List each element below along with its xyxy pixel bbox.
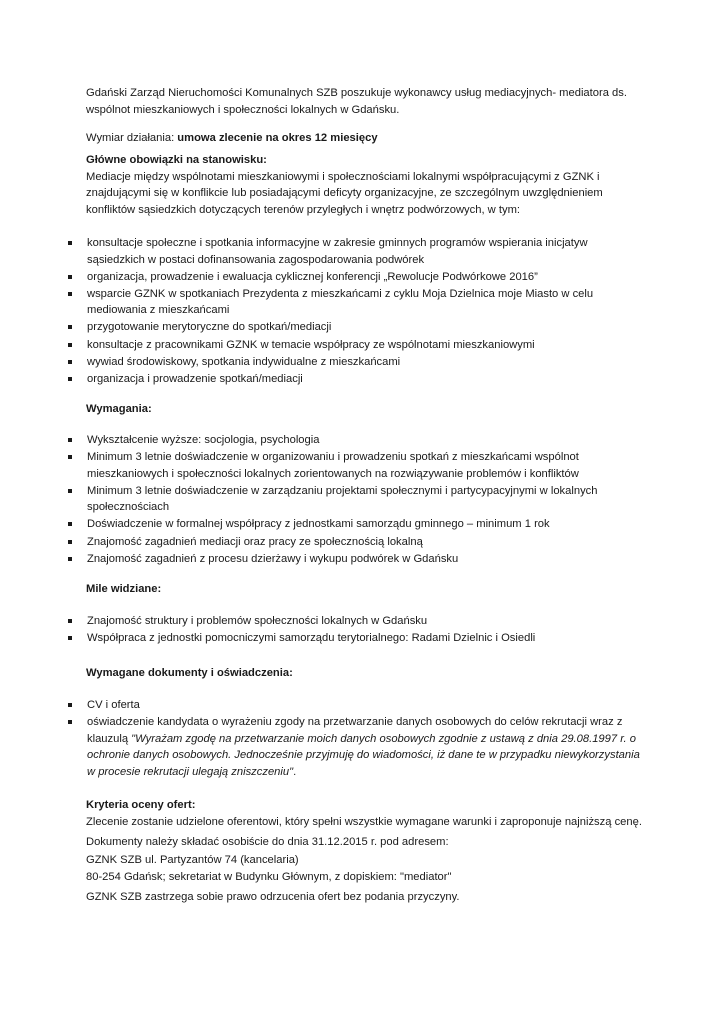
- bullet-icon: [68, 522, 72, 526]
- submission-line-1: Dokumenty należy składać osobiście do dnia 31.12.2015 r. pod adresem:: [86, 836, 449, 848]
- list-item: Znajomość struktury i problemów społeczności lokalnych w Gdańsku: [68, 613, 648, 630]
- list-item: Znajomość zagadnień z procesu dzierżawy i wykupu podwórek w Gdańsku: [68, 551, 648, 568]
- list-item: przygotowanie merytoryczne do spotkań/mediacji: [68, 319, 648, 336]
- scope-label: Wymiar działania:: [86, 132, 178, 144]
- closing-text: GZNK SZB zastrzega sobie prawo odrzucenia ofert bez podania przyczyny.: [86, 891, 460, 903]
- list-item: konsultacje społeczne i spotkania informacyjne w zakresie gminnych programów wspierania inicjatyw sąsiedzkich w postaci dofinansowania zagospodarowania podwórek: [68, 235, 648, 268]
- docs-section: [86, 665, 656, 682]
- bullet-icon: [68, 275, 72, 279]
- bullet-icon: [68, 360, 72, 364]
- list-item: Współpraca z jednostki pomocniczymi samorządu terytorialnego: Radami Dzielnic i Osiedli: [68, 630, 648, 647]
- bullet-icon: [68, 438, 72, 442]
- docs-list: [68, 697, 648, 781]
- list-item: wsparcie GZNK w spotkaniach Prezydenta z mieszkańcami z cyklu Moja Dzielnica moje Miasto w celu mediowania z mieszkańcami: [68, 286, 648, 319]
- bullet-icon: [68, 540, 72, 544]
- list-item: organizacja, prowadzenie i ewaluacja cyklicznej konferencji „Rewolucje Podwórkowe 2016”: [68, 269, 648, 286]
- list-item: organizacja i prowadzenie spotkań/mediacji: [68, 371, 648, 388]
- list-item: Doświadczenie w formalnej współpracy z jednostkami samorządu gminnego – minimum 1 rok: [68, 516, 648, 533]
- bullet-icon: [68, 377, 72, 381]
- list-item: Minimum 3 letnie doświadczenie w organizowaniu i prowadzeniu spotkań z mieszkańcami wspólnot mieszkaniowych i społeczności lokalnych zorientowanych na rozwiązywanie problemów i konfliktów: [68, 449, 648, 482]
- welcome-heading: Mile widziane:: [86, 583, 162, 595]
- bullet-icon: [68, 455, 72, 459]
- duties-section: [86, 152, 646, 218]
- scope-line: [86, 130, 656, 147]
- closing-section: [86, 889, 656, 906]
- list-item: wywiad środowiskowy, spotkania indywidualne z mieszkańcami: [68, 354, 648, 371]
- duties-heading: Główne obowiązki na stanowisku:: [86, 154, 267, 166]
- submission-section: [86, 834, 656, 887]
- welcome-section: [86, 581, 656, 598]
- intro-paragraph: Gdański Zarząd Nieruchomości Komunalnych SZB poszukuje wykonawcy usług mediacyjnych- mediatora ds. wspólnot mieszkaniowych i społeczności lokalnych w Gdańsku.: [86, 87, 627, 116]
- submission-line-2: GZNK SZB ul. Partyzantów 74 (kancelaria): [86, 853, 299, 866]
- bullet-icon: [68, 619, 72, 623]
- list-item: Wykształcenie wyższe: socjologia, psychologia: [68, 432, 648, 449]
- bullet-icon: [68, 343, 72, 347]
- list-item: CV i oferta: [68, 697, 648, 714]
- bullet-icon: [68, 292, 72, 296]
- bullet-icon: [68, 720, 72, 724]
- bullet-icon: [68, 636, 72, 640]
- docs-heading: Wymagane dokumenty i oświadczenia:: [86, 667, 293, 679]
- list-item: oświadczenie kandydata o wyrażeniu zgody na przetwarzanie danych osobowych do celów rekrutacji wraz z klauzulą "Wyrażam zgodę na przetwarzanie moich danych osobowych zgodnie z ustawą z dnia 29.08.1997 r. o ochronie danych osobowych. Jednocześnie przyjmuję do wiadomości, iż dane te w przypadku niewykorzystania w procesie rekrutacji ulegają zniszczeniu".: [68, 714, 648, 780]
- criteria-section: [86, 797, 656, 830]
- requirements-heading: Wymagania:: [86, 403, 152, 415]
- bullet-icon: [68, 703, 72, 707]
- duties-list: [68, 235, 648, 388]
- bullet-icon: [68, 325, 72, 329]
- duties-intro: Mediacje między wspólnotami mieszkaniowymi i społecznościami lokalnymi współpracującymi z GZNK i znajdującymi się w konflikcie lub posiadającymi deficyty organizacyjne, ze szczególnym uwzględnieniem konfliktów sąsiedzkich dotyczących terenów przyległych i wnętrz podwórzowych, w tym:: [86, 170, 603, 216]
- requirements-list: [68, 432, 648, 568]
- list-item: Minimum 3 letnie doświadczenie w zarządzaniu projektami społecznymi i partycypacyjnymi w lokalnych społecznościach: [68, 483, 648, 516]
- bullet-icon: [68, 557, 72, 561]
- bullet-icon: [68, 489, 72, 493]
- list-item: konsultacje z pracownikami GZNK w temacie współpracy ze wspólnotami mieszkaniowymi: [68, 337, 648, 354]
- welcome-list: [68, 613, 648, 647]
- scope-value: umowa zlecenie na okres 12 miesięcy: [177, 132, 378, 144]
- criteria-heading: Kryteria oceny ofert:: [86, 799, 196, 811]
- criteria-text: Zlecenie zostanie udzielone oferentowi, który spełni wszystkie wymagane warunki i zaproponuje najniższą cenę.: [86, 815, 642, 828]
- list-item: Znajomość zagadnień mediacji oraz pracy ze społecznością lokalną: [68, 534, 648, 551]
- requirements-section: [86, 401, 656, 418]
- submission-line-3: 80-254 Gdańsk; sekretariat w Budynku Głównym, z dopiskiem: "mediator": [86, 871, 452, 883]
- bullet-icon: [68, 241, 72, 245]
